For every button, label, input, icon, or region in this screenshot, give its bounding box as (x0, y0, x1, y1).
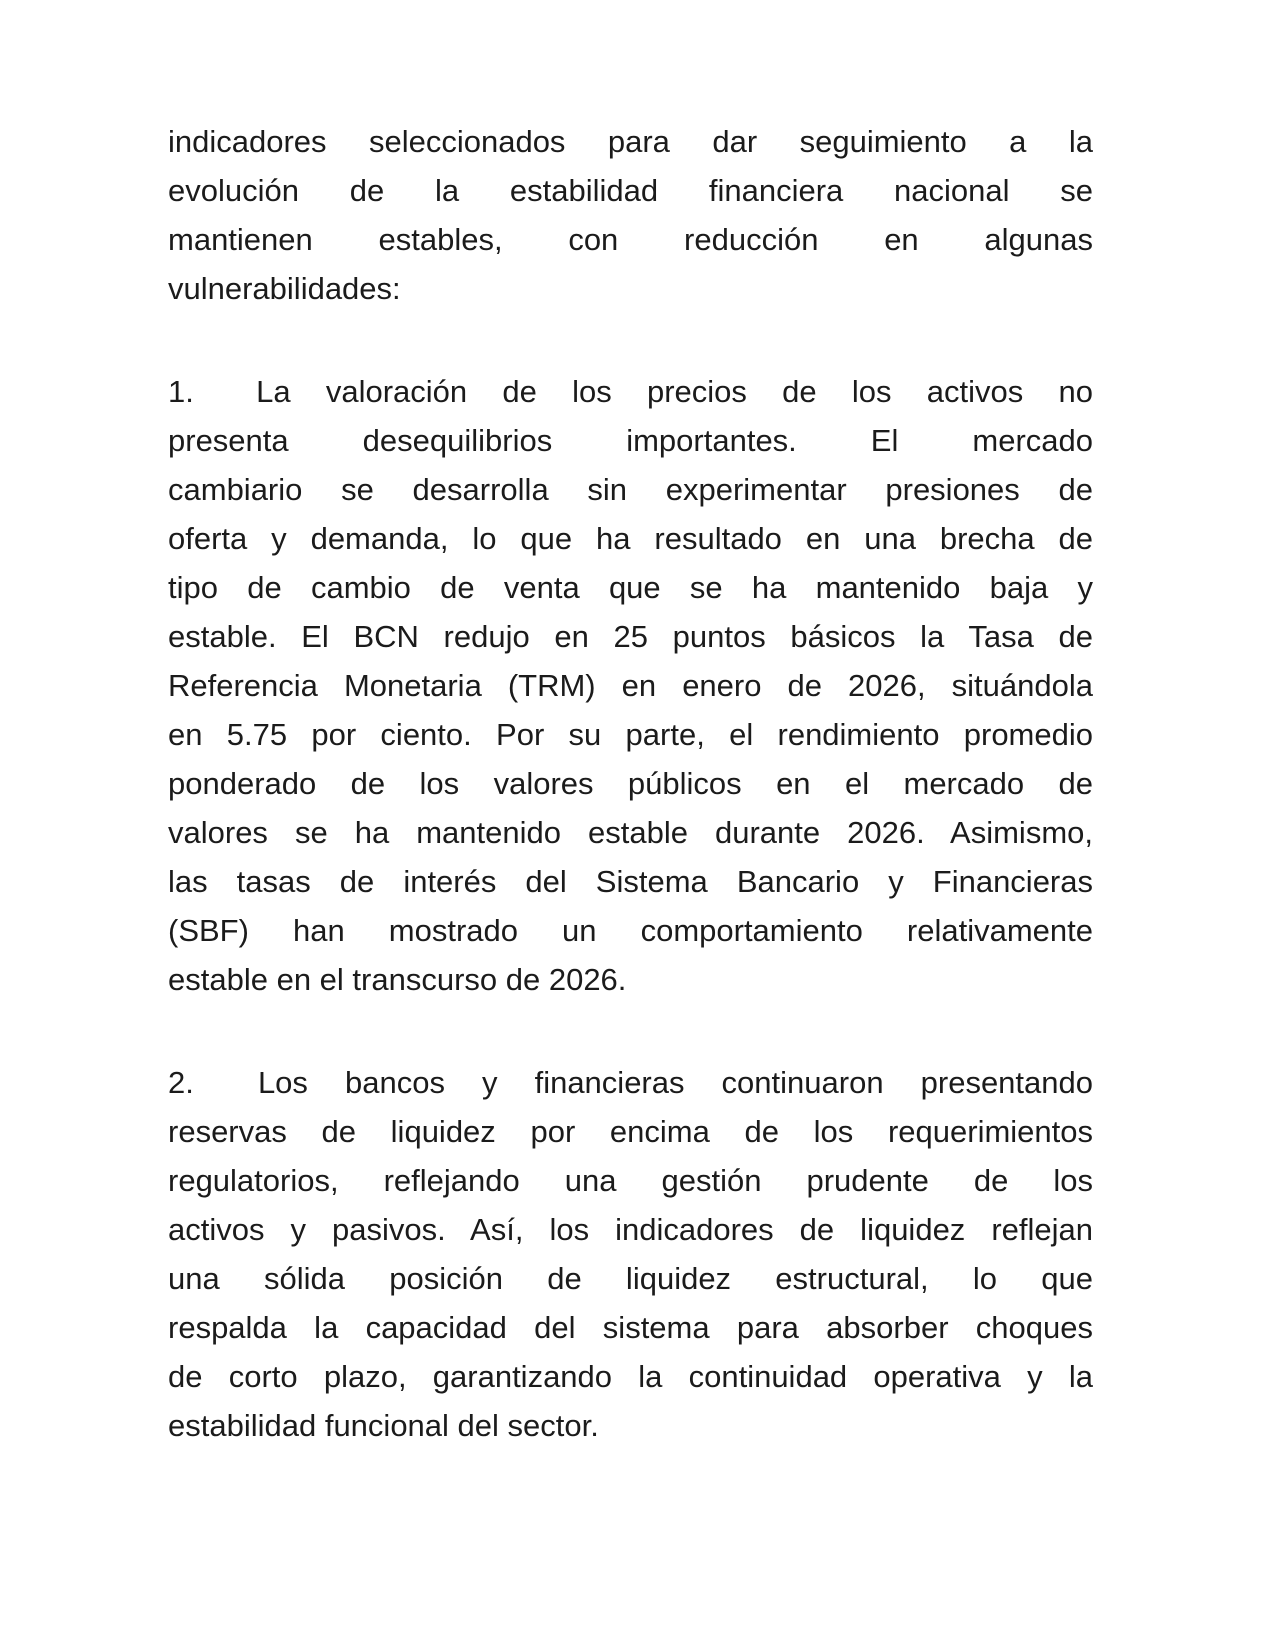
text-line: en 5.75 por ciento. Por su parte, el rendimiento promedio (168, 717, 1093, 752)
text-line: estable en el transcurso de 2026. (168, 962, 627, 997)
text-line: regulatorios, reflejando una gestión prudente de los (168, 1163, 1093, 1198)
text-line: indicadores seleccionados para dar seguimiento a la (168, 124, 1093, 159)
text-line: mantienen estables, con reducción en algunas (168, 222, 1093, 257)
text-line: presenta desequilibrios importantes. El mercado (168, 423, 1093, 458)
text-line: valores se ha mantenido estable durante 2026. Asimismo, (168, 815, 1093, 850)
text-line: reservas de liquidez por encima de los requerimientos (168, 1114, 1093, 1149)
line-text: Los bancos y financieras continuaron presentando (257, 1065, 1093, 1100)
line-text: La valoración de los precios de los activos no (256, 374, 1093, 409)
text-line: activos y pasivos. Así, los indicadores de liquidez reflejan (168, 1212, 1093, 1247)
paragraph-item-1 (168, 367, 1093, 1004)
text-line: (SBF) han mostrado un comportamiento relativamente (168, 913, 1093, 948)
document-page (168, 0, 1093, 1450)
text-line: estabilidad funcional del sector. (168, 1408, 599, 1443)
paragraph-item-2 (168, 1058, 1093, 1450)
tab-spacer (194, 401, 221, 402)
text-line: Referencia Monetaria (TRM) en enero de 2026, situándola (168, 668, 1093, 703)
text-line: oferta y demanda, lo que ha resultado en una brecha de (168, 521, 1093, 556)
list-number: 1. (168, 374, 194, 409)
text-line (168, 1058, 1093, 1107)
text-line: vulnerabilidades: (168, 271, 401, 306)
list-number: 2. (168, 1065, 194, 1100)
text-line: cambiario se desarrolla sin experimentar presiones de (168, 472, 1093, 507)
text-line: evolución de la estabilidad financiera nacional se (168, 173, 1093, 208)
text-line: respalda la capacidad del sistema para absorber choques (168, 1310, 1093, 1345)
text-line: ponderado de los valores públicos en el mercado de (168, 766, 1093, 801)
text-line: de corto plazo, garantizando la continuidad operativa y la (168, 1359, 1093, 1394)
paragraph-intro (168, 117, 1093, 313)
text-line: estable. El BCN redujo en 25 puntos básicos la Tasa de (168, 619, 1093, 654)
text-line: las tasas de interés del Sistema Bancario y Financieras (168, 864, 1093, 899)
text-line: una sólida posición de liquidez estructural, lo que (168, 1261, 1093, 1296)
tab-spacer (194, 1092, 221, 1093)
text-line (168, 367, 1093, 416)
text-line: tipo de cambio de venta que se ha mantenido baja y (168, 570, 1093, 605)
